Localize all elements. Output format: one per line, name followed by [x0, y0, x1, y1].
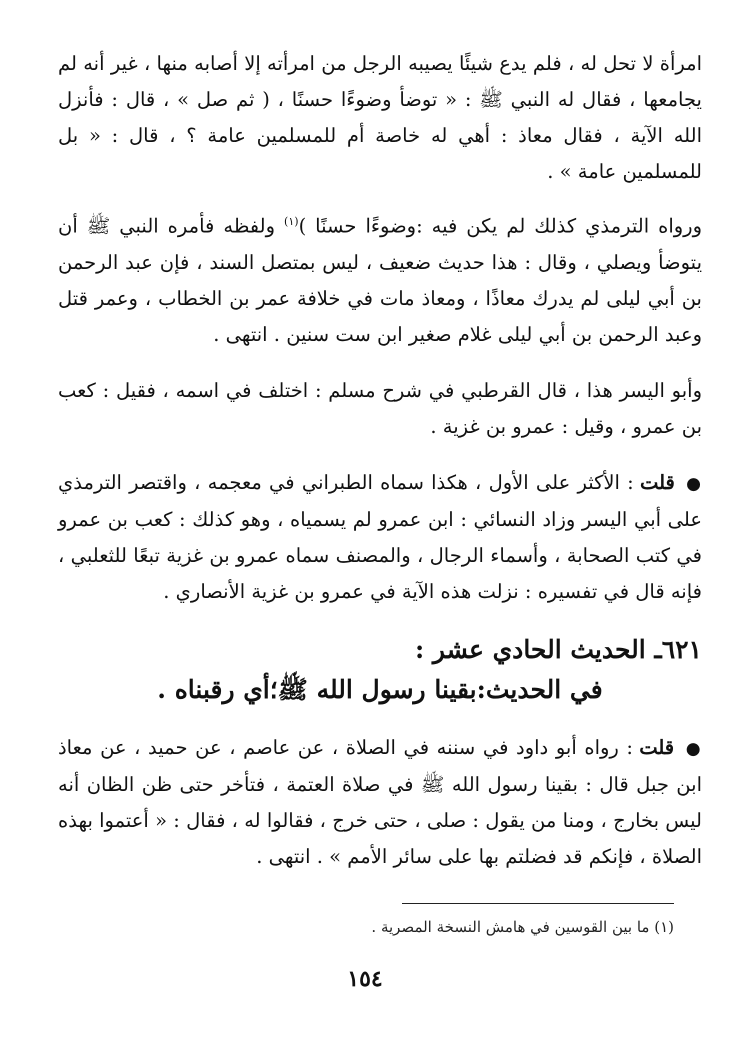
page-number: ١٥٤	[347, 966, 383, 992]
footnote: (١) ما بين القوسين في هامش النسخة المصرية .	[371, 918, 674, 936]
paragraph-3-text: وأبو اليسر هذا ، قال القرطبي في شرح مسلم : اختلف في اسمه ، فقيل : كعب بن عمرو ، وقيل : عمرو بن غزية .	[58, 378, 702, 438]
paragraph-1-text: امرأة لا تحل له ، فلم يدع شيئًا يصيبه الرجل من امرأته إلا أصابه منها ، غير أنه لم يجامعها ، فقال له النبي ﷺ : « توضأ وضوءًا حسنًا ، ( ثم صل » ، قال : فأنزل الله الآية ، فقال معاذ : أهي له خاصة أم للمسلمين عامة ؟ ، قال : « بل للمسلمين عامة » .	[58, 52, 702, 183]
paragraph-5	[58, 730, 702, 875]
footnote-divider	[402, 903, 674, 904]
bullet-icon: ●	[685, 738, 702, 759]
paragraph-4-label: قلت	[639, 470, 675, 494]
page-body	[58, 46, 702, 895]
paragraph-2-text-b: ولفظه فأمره النبي ﷺ أن يتوضأ ويصلي ، وقال : هذا حديث ضعيف ، ليس بمتصل السند ، فإن عبد الرحمن بن أبي ليلى لم يدرك معاذًا ، ومعاذ مات في خلافة عمر بن الخطاب ، وعمر قتل وعبد الرحمن بن أبي ليلى غلام صغير ابن ست سنين . انتهى .	[58, 214, 702, 346]
paragraph-4-text: : الأكثر على الأول ، هكذا سماه الطبراني في معجمه ، واقتصر الترمذي على أبي اليسر وزاد النسائي : ابن عمرو لم يسمياه ، وهو كذلك : كعب بن عمرو في كتب الصحابة ، وأسماء الرجال ، والمصنف سماه عمرو بن غزية تبعًا للثعلبي ، فإنه قال في تفسيره : نزلت هذه الآية في عمرو بن غزية الأنصاري .	[58, 470, 702, 603]
paragraph-2	[58, 204, 702, 353]
paragraph-2-text-a: ورواه الترمذي كذلك لم يكن فيه :وضوءًا حسنًا )	[298, 214, 702, 238]
paragraph-1	[58, 46, 702, 190]
bullet-icon: ●	[686, 473, 702, 494]
paragraph-4	[58, 465, 702, 610]
paragraph-3	[58, 373, 702, 445]
section-subheading: في الحديث:بقينا رسول الله ﷺ؛أي رقبناه .	[157, 674, 603, 704]
paragraph-5-text: : رواه أبو داود في سننه في الصلاة ، عن عاصم ، عن حميد ، عن معاذ ابن جبل قال : بقينا رسول الله ﷺ في صلاة العتمة ، فتأخر حتى ظن الظان أنه ليس بخارج ، ومنا من يقول : صلى ، حتى خرج ، فقالوا له ، فقال : « أعتموا بهذه الصلاة ، فإنكم قد فضلتم بها على سائر الأمم » . انتهى .	[58, 735, 702, 868]
footnote-reference: (١)	[284, 215, 299, 228]
paragraph-5-label: قلت	[639, 735, 675, 759]
section-heading: ٦٢١ـ الحديث الحادي عشر :	[414, 634, 702, 664]
